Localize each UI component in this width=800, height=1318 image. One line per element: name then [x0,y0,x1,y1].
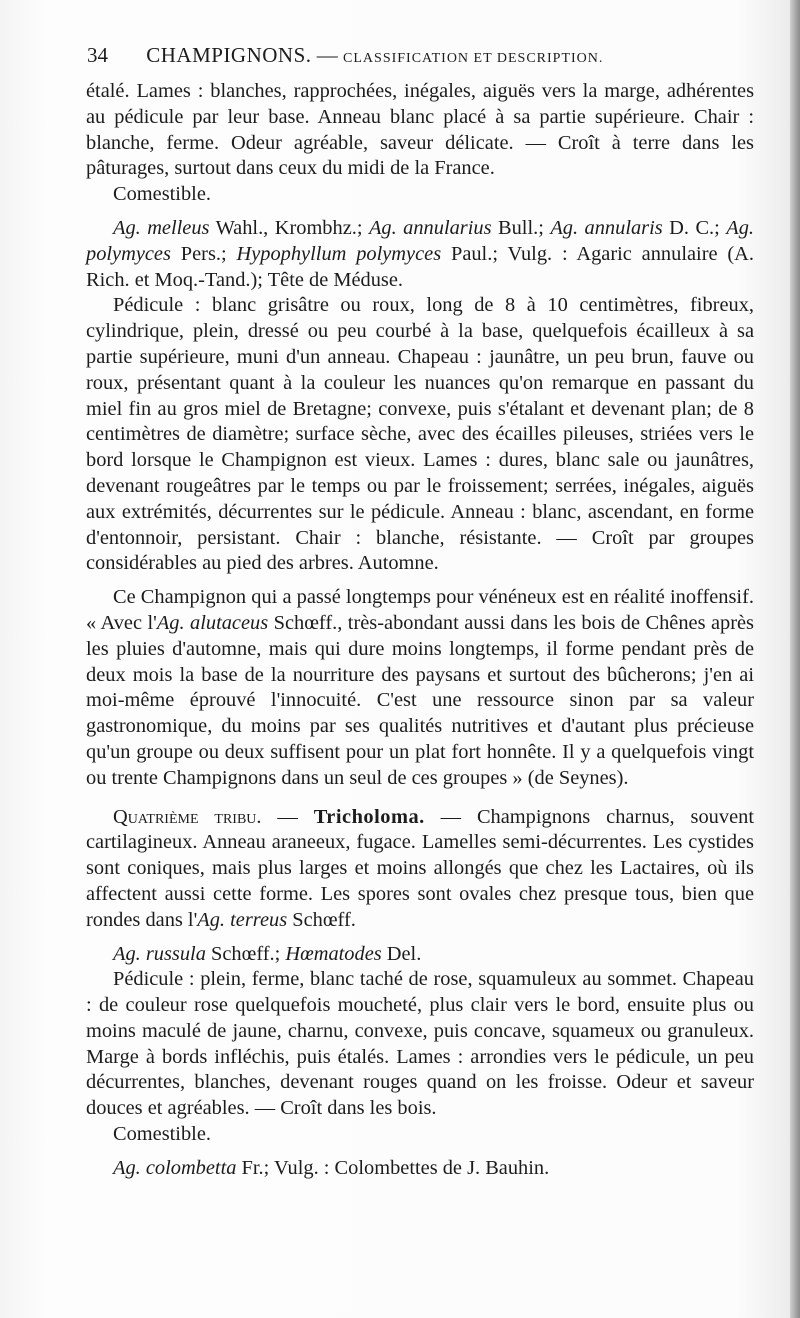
vernacular-names: Fr.; Vulg. : Colombettes de J. Bauhin. [236,1156,550,1179]
species-name: Ag. colombetta [113,1156,237,1179]
running-title-separator: — [316,43,338,67]
species-name: Ag. annularis [550,216,663,239]
paragraph-tribe-tricholoma [86,805,754,934]
author-text: Del. [381,942,422,965]
paragraph-description-end: étalé. Lames : blanches, rapprochées, inégales, aiguës vers la marge, adhérentes au pédicule par leur base. Anneau blanc placé à sa partie supérieure. Chair : blanche, ferme. Odeur agréable, saveur délicate. — Croît à terre dans les pâturages, surtout dans ceux du midi de la France. [86,80,754,180]
running-header [87,40,747,74]
paragraph-edibility: Comestible. [113,183,211,206]
running-title: CHAMPIGNONS. [146,43,312,67]
author-text: Bull.; [491,216,551,239]
running-subtitle: CLASSIFICATION ET DESCRIPTION. [343,51,604,66]
paragraph-remark-seynes [86,585,754,791]
remark-text: Ce Champignon qui a passé longtemps pour vénéneux est en réalité inoffensif. « Avec l' [86,586,754,634]
dash: — [261,805,314,828]
species-name: Ag. polymyces [86,216,755,265]
genus-heading: Tricholoma. [313,805,425,828]
paragraph-edibility-russula: Comestible. [113,1123,211,1146]
body-text [86,79,754,1182]
paragraph-synonyms-melleus [86,216,754,293]
author-text: Schœff. [287,908,356,931]
species-name: Ag. russula [113,942,206,965]
species-name: Ag. alutaceus [156,611,269,634]
remark-text: Schœff., très-abondant aussi dans les bois de Chênes après les pluies d'automne, mais qui dure moins longtemps, il forme pendant près de deux mois la base de la nourriture des paysans et surtout des bûcherons; j'en ai moi-même éprouvé l'innocuité. C'est une ressource sinon par sa valeur gastronomique, du moins par ses qualités nutritives et d'autant plus précieuse qu'un groupe ou deux suffisent pour un plat fort honnête. Il y a quelquefois vingt ou trente Champignons dans un seul de ces groupes » (de Seynes). [86,611,754,789]
species-name: Hœmatodes [285,942,382,965]
tribe-heading: Quatrième tribu. [113,805,262,828]
paragraph-description-russula: Pédicule : plein, ferme, blanc taché de rose, squamuleux au sommet. Chapeau : de couleur rose quelquefois moucheté, plus clair vers le bord, ensuite plus ou moins maculé de jaune, charnu, convexe, puis concave, squameux ou granuleux. Marge à bords infléchis, puis étalés. Lames : arrondies vers le pédicule, un peu décurrentes, blanches, devenant rouges quand on les froisse. Odeur et saveur douces et agréables. — Croît dans les bois. [86,968,754,1120]
species-name: Hypophyllum polymyces [236,242,442,265]
vernacular-names: Paul.; Vulg. : Agaric annulaire (A. Rich. et Moq.-Tand.); Tête de Méduse. [86,242,754,291]
paragraph-description-melleus: Pédicule : blanc grisâtre ou roux, long de 8 à 10 centimètres, fibreux, cylindrique, plein, dressé ou peu courbé à la base, quelquefois écailleux à sa partie supérieure, muni d'un anneau. Chapeau : jaunâtre, un peu brun, fauve ou roux, présentant quant à la couleur les nuances qu'on remarque en passant du miel fin au gros miel de Bretagne; convexe, puis s'étalant et devenant plan; de 8 centimètres de diamètre; surface sèche, avec des écailles pileuses, striées vers le bord lorsque le Champignon est vieux. Lames : dures, blanc sale ou jaunâtres, devenant rougeâtres par le temps ou par le froissement; serrées, inégales, aiguës aux extrémités, décurrentes sur le pédicule. Anneau : blanc, ascendant, en forme d'entonnoir, persistant. Chair : blanche, résistante. — Croît par groupes considérables au pied des arbres. Automne. [86,294,754,575]
paragraph-synonyms-colombetta [86,1156,754,1182]
species-name: Ag. annularius [368,216,492,239]
paragraph-synonyms-russula [86,942,754,968]
author-text: D. C.; [662,216,727,239]
author-text: Pers.; [170,242,237,265]
book-spine-edge [790,0,800,1318]
page-number: 34 [87,43,108,67]
species-name: Ag. terreus [197,908,288,931]
tribe-description: — Champignons charnus, souvent cartilagineux. Anneau araneeux, fugace. Lamelles semi-décurrentes. Les cystides sont coniques, mais plus larges et moins allongés que chez les Lactaires, où ils affectent aussi cette forme. Les spores sont ovales chez presque tous, bien que rondes dans l' [86,805,754,931]
author-text: Wahl., Krombhz.; [209,216,369,239]
author-text: Schœff.; [205,942,286,965]
species-name: Ag. melleus [113,216,210,239]
